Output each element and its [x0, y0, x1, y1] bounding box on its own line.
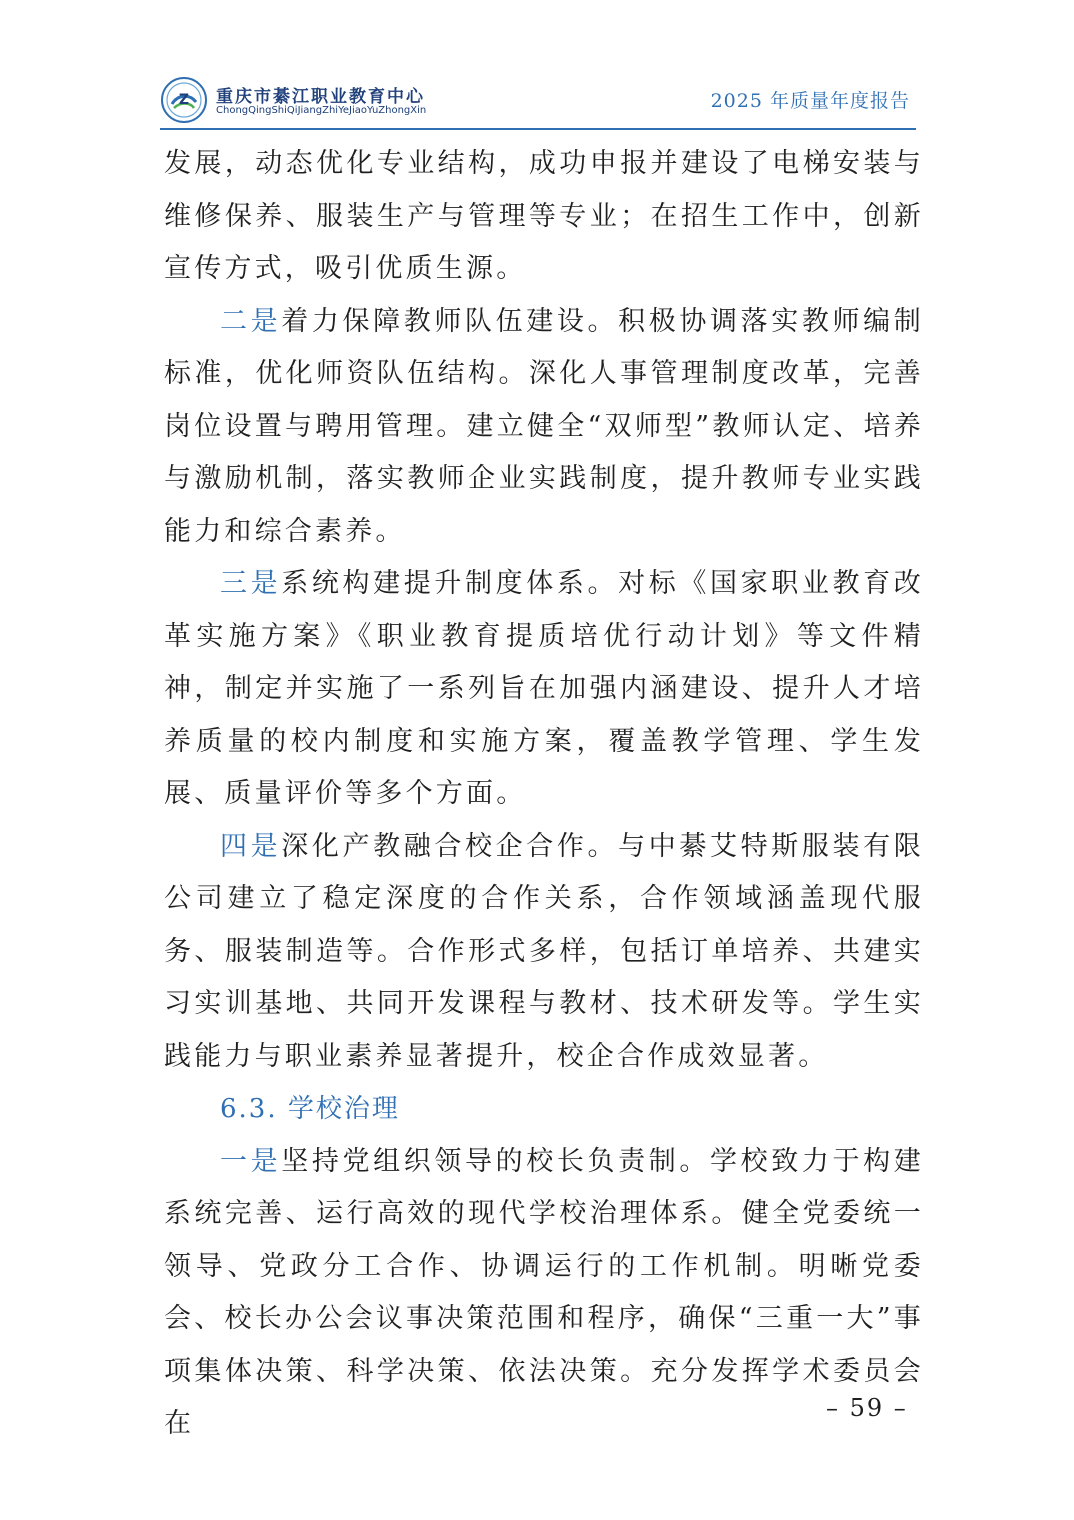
- svg-text:Z: Z: [178, 92, 190, 108]
- paragraph-lead: 一是: [220, 1145, 282, 1177]
- body-paragraph: 一是坚持党组织领导的校长负责制。学校致力于构建系统完善、运行高效的现代学校治理体系。健全党委统一领导、党政分工合作、协调运行的工作机制。明晰党委会、校长办公会议事决策范围和程序，确保“三重一大”事项集体决策、科学决策、依法决策。充分发挥学术委员会在: [164, 1145, 925, 1439]
- page-header: [160, 72, 916, 130]
- page-number: – 59 –: [826, 1394, 908, 1422]
- report-title: 2025 年质量年度报告: [710, 90, 910, 112]
- body-paragraph: 三是系统构建提升制度体系。对标《国家职业教育改革实施方案》《职业教育提质培优行动计划》等文件精神，制定并实施了一系列旨在加强内涵建设、提升人才培养质量的校内制度和实施方案，覆盖教学管理、学生发展、质量评价等多个方面。: [164, 568, 925, 809]
- body-paragraph: 二是着力保障教师队伍建设。积极协调落实教师编制标准，优化师资队伍结构。深化人事管理制度改革，完善岗位设置与聘用管理。建立健全“双师型”教师认定、培养与激励机制，落实教师企业实践制度，提升教师专业实践能力和综合素养。: [164, 305, 925, 547]
- body-paragraph: 发展，动态优化专业结构，成功申报并建设了电梯安装与维修保养、服装生产与管理等专业；在招生工作中，创新宣传方式，吸引优质生源。: [164, 148, 924, 284]
- paragraph-lead: 四是: [220, 830, 282, 862]
- school-name-pinyin: ChongQingShiQiJiangZhiYeJiaoYuZhongXin: [216, 105, 427, 116]
- school-emblem-icon: [160, 76, 208, 124]
- paragraph-lead: 三是: [220, 568, 282, 599]
- paragraph-lead: 二是: [220, 305, 282, 337]
- school-name: 重庆市綦江职业教育中心: [216, 87, 425, 107]
- section-heading: 6.3. 学校治理: [220, 1094, 400, 1124]
- body-paragraph: 四是深化产教融合校企合作。与中綦艾特斯服装有限公司建立了稳定深度的合作关系，合作领域涵盖现代服务、服装制造等。合作形式多样，包括订单培养、共建实习实训基地、共同开发课程与教材、技术研发等。学生实践能力与职业素养显著提升，校企合作成效显著。: [164, 830, 925, 1072]
- page-body: [164, 138, 924, 1451]
